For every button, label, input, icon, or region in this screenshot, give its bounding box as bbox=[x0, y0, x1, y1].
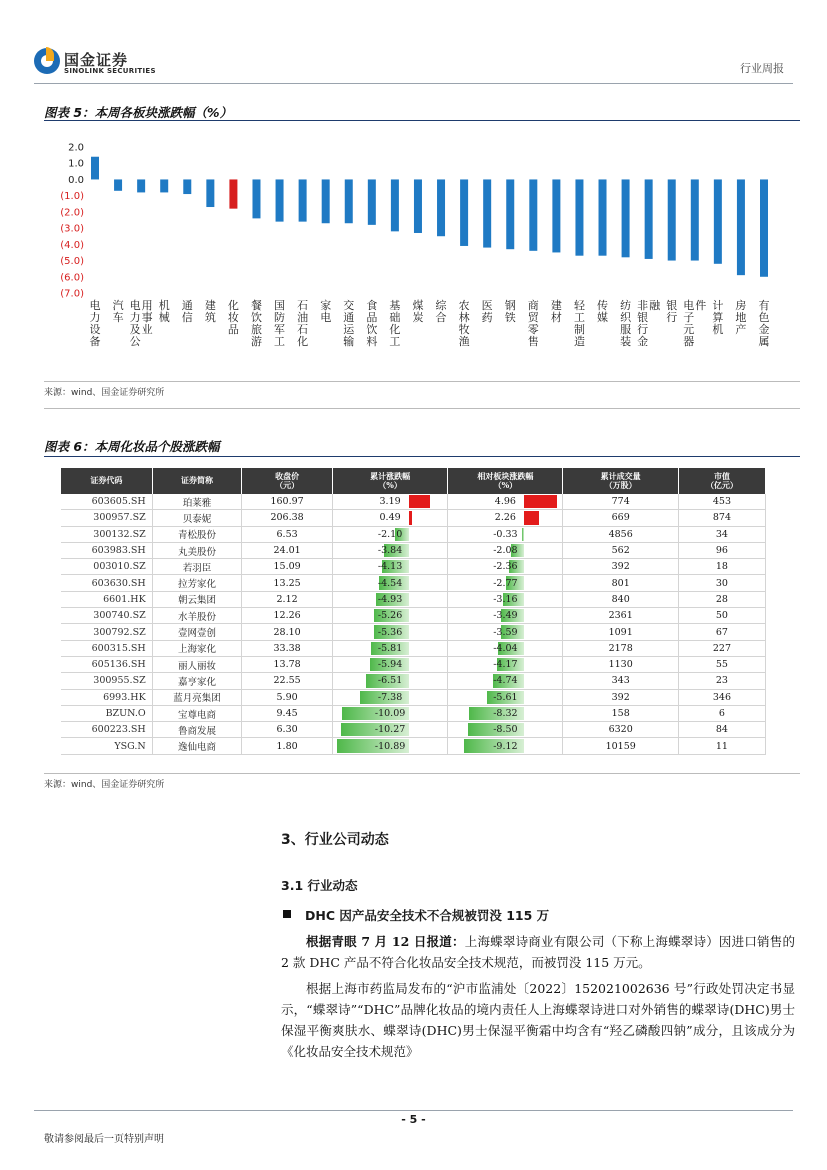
bar-13 bbox=[391, 179, 399, 231]
table-cell: 300792.SZ bbox=[61, 624, 152, 640]
bar-16 bbox=[460, 179, 468, 246]
x-tick-label: 商贸零售 bbox=[527, 299, 539, 348]
table-cell: -6.51 bbox=[332, 673, 447, 689]
table-cell: 壹网壹创 bbox=[152, 624, 242, 640]
x-tick-label: 建筑 bbox=[204, 299, 216, 324]
figure5-source: 来源：wind、国金证券研究所 bbox=[44, 388, 165, 398]
table-cell: 227 bbox=[678, 640, 765, 656]
table-cell: 若羽臣 bbox=[152, 559, 242, 575]
table-cell: 453 bbox=[678, 494, 765, 510]
bar-8 bbox=[276, 179, 284, 221]
table-cell: 嘉亨家化 bbox=[152, 673, 242, 689]
table-cell: 2361 bbox=[563, 608, 678, 624]
table-cell: 2.26 bbox=[448, 510, 563, 526]
table-cell: 67 bbox=[678, 624, 765, 640]
bar-3 bbox=[160, 179, 168, 192]
x-tick-label: 食品饮料 bbox=[366, 299, 378, 348]
table-cell: 158 bbox=[563, 705, 678, 721]
table-cell: -2.08 bbox=[448, 542, 563, 558]
bar-7 bbox=[252, 179, 260, 218]
table-cell: -5.26 bbox=[332, 608, 447, 624]
x-tick-label: 计算机 bbox=[712, 299, 724, 336]
table-cell: 801 bbox=[563, 575, 678, 591]
x-tick-label: 非银行金融 bbox=[637, 299, 661, 348]
table-cell: 3.19 bbox=[332, 494, 447, 510]
disclaimer: 敬请参阅最后一页特别声明 bbox=[44, 1134, 164, 1145]
table-cell: 11 bbox=[678, 738, 765, 754]
change-bar bbox=[409, 495, 430, 508]
table-cell: 6601.HK bbox=[61, 591, 152, 607]
table-cell: 774 bbox=[563, 494, 678, 510]
news-paragraph-2: 根据上海市药监局发布的“沪市监浦处〔2022〕152021002636 号”行政处罚决定书显示，“蝶翠诗”“DHC”品牌化妆品的境内责任人上海蝶翠诗进口对外销售的蝶翠诗(DHC)男士保湿平衡爽肤水、蝶翠诗(DHC)男士保湿平衡霜中均含有“羟乙磷酸四钠”成分，且该成分为《化妆品安全技术规范》 bbox=[281, 981, 795, 1059]
logo-text-cn: 国金证券 bbox=[64, 51, 129, 69]
bar-15 bbox=[437, 179, 445, 236]
bar-21 bbox=[575, 179, 583, 255]
table-row bbox=[61, 510, 766, 526]
figure6-source: 来源：wind、国金证券研究所 bbox=[44, 780, 165, 790]
table-row bbox=[61, 705, 766, 721]
table-cell: -4.13 bbox=[332, 559, 447, 575]
bar-4 bbox=[183, 179, 191, 194]
table-cell: -5.36 bbox=[332, 624, 447, 640]
x-tick-label: 传媒 bbox=[597, 299, 609, 324]
table-cell: 84 bbox=[678, 722, 765, 738]
table-cell: 55 bbox=[678, 656, 765, 672]
x-tick-label: 农林牧渔 bbox=[458, 299, 470, 348]
y-tick-label: (3.0) bbox=[60, 223, 84, 235]
table-cell: 34 bbox=[678, 526, 765, 542]
bar-1 bbox=[114, 179, 122, 190]
figure5-bottom-rule bbox=[44, 408, 800, 409]
figure5-title: 图表 5：本周各板块涨跌幅（%） bbox=[44, 105, 233, 120]
column-header: 证券代码 bbox=[61, 468, 152, 494]
table-cell: 24.01 bbox=[242, 542, 333, 558]
table-cell: 603983.SH bbox=[61, 542, 152, 558]
y-tick-label: 0.0 bbox=[68, 174, 84, 186]
table-cell: 4856 bbox=[563, 526, 678, 542]
table-cell: 33.38 bbox=[242, 640, 333, 656]
table-row bbox=[61, 526, 766, 542]
stock-table bbox=[61, 468, 766, 755]
table-cell: 392 bbox=[563, 559, 678, 575]
table-cell: 50 bbox=[678, 608, 765, 624]
table-cell: 15.09 bbox=[242, 559, 333, 575]
figure6-title: 图表 6：本周化妆品个股涨跌幅 bbox=[44, 439, 220, 454]
table-cell: 206.38 bbox=[242, 510, 333, 526]
y-tick-label: 2.0 bbox=[68, 142, 84, 154]
column-header: 累计成交量 （万股） bbox=[563, 468, 678, 494]
change-bar bbox=[522, 528, 524, 541]
x-tick-label: 综合 bbox=[435, 299, 447, 324]
table-cell: 562 bbox=[563, 542, 678, 558]
column-header: 收盘价 （元） bbox=[242, 468, 333, 494]
table-cell: -3.16 bbox=[448, 591, 563, 607]
table-cell: -10.89 bbox=[332, 738, 447, 754]
table-cell: 拉芳家化 bbox=[152, 575, 242, 591]
news-body-1: 上海蝶翠诗商业有限公司（下称上海蝶翠诗）因进口销售的 2 款 DHC 产品不符合化妆品安全技术规范，而被罚没 115 万元。 bbox=[281, 934, 795, 970]
x-tick-label: 钢铁 bbox=[504, 299, 516, 324]
table-cell: -4.74 bbox=[448, 673, 563, 689]
table-row bbox=[61, 608, 766, 624]
bar-0 bbox=[91, 157, 99, 180]
table-cell: 30 bbox=[678, 575, 765, 591]
y-tick-label: 1.0 bbox=[68, 158, 84, 170]
sector-change-chart bbox=[44, 121, 800, 383]
table-cell: 6.53 bbox=[242, 526, 333, 542]
x-tick-label: 石油石化 bbox=[297, 299, 309, 348]
table-cell: -8.50 bbox=[448, 722, 563, 738]
table-row bbox=[61, 542, 766, 558]
table-cell: 蓝月亮集团 bbox=[152, 689, 242, 705]
table-cell: 669 bbox=[563, 510, 678, 526]
table-row bbox=[61, 575, 766, 591]
table-cell: -0.33 bbox=[448, 526, 563, 542]
table-cell: -2.77 bbox=[448, 575, 563, 591]
page-number: - 5 - bbox=[401, 1113, 426, 1126]
bar-12 bbox=[368, 179, 376, 224]
x-tick-label: 汽车 bbox=[112, 299, 124, 324]
logo-text-en: SINOLINK SECURITIES bbox=[64, 67, 156, 75]
x-tick-label: 机械 bbox=[158, 299, 170, 324]
figure6-source-rule bbox=[44, 773, 800, 774]
table-row bbox=[61, 559, 766, 575]
table-cell: 上海家化 bbox=[152, 640, 242, 656]
table-cell: -4.17 bbox=[448, 656, 563, 672]
table-cell: 6320 bbox=[563, 722, 678, 738]
bar-26 bbox=[691, 179, 699, 260]
table-row bbox=[61, 591, 766, 607]
table-cell: 水羊股份 bbox=[152, 608, 242, 624]
table-cell: 0.49 bbox=[332, 510, 447, 526]
report-type: 行业周报 bbox=[740, 62, 784, 75]
table-cell: 2.12 bbox=[242, 591, 333, 607]
table-cell: 1130 bbox=[563, 656, 678, 672]
table-cell: 300955.SZ bbox=[61, 673, 152, 689]
table-cell: 珀莱雅 bbox=[152, 494, 242, 510]
table-cell: 青松股份 bbox=[152, 526, 242, 542]
table-cell: 鲁商发展 bbox=[152, 722, 242, 738]
table-cell: -4.04 bbox=[448, 640, 563, 656]
change-bar bbox=[524, 495, 557, 508]
table-cell: 160.97 bbox=[242, 494, 333, 510]
bar-25 bbox=[668, 179, 676, 260]
table-cell: 346 bbox=[678, 689, 765, 705]
table-cell: -5.94 bbox=[332, 656, 447, 672]
x-tick-label: 化妆品 bbox=[227, 299, 239, 336]
table-cell: 600315.SH bbox=[61, 640, 152, 656]
table-cell: 13.78 bbox=[242, 656, 333, 672]
bar-20 bbox=[552, 179, 560, 252]
news-title: DHC 因产品安全技术不合规被罚没 115 万 bbox=[305, 908, 550, 923]
table-cell: -10.09 bbox=[332, 705, 447, 721]
table-cell: 贝泰妮 bbox=[152, 510, 242, 526]
x-tick-label: 电力及公用事业 bbox=[129, 299, 153, 348]
x-tick-label: 通信 bbox=[181, 299, 193, 324]
table-cell: 6993.HK bbox=[61, 689, 152, 705]
header-divider bbox=[34, 83, 793, 84]
table-cell: 12.26 bbox=[242, 608, 333, 624]
x-tick-label: 建材 bbox=[550, 299, 562, 324]
x-tick-label: 餐饮旅游 bbox=[250, 299, 262, 348]
x-tick-label: 有色金属 bbox=[758, 299, 770, 348]
bar-27 bbox=[714, 179, 722, 263]
figure5-source-rule bbox=[44, 381, 800, 382]
news-lead: 根据青眼 7 月 12 日报道： bbox=[306, 934, 465, 949]
column-header: 市值 （亿元） bbox=[678, 468, 765, 494]
subsection-heading: 3.1 行业动态 bbox=[281, 878, 358, 893]
table-cell: -8.32 bbox=[448, 705, 563, 721]
column-header: 相对板块涨跌幅 （%） bbox=[448, 468, 563, 494]
table-cell: -4.93 bbox=[332, 591, 447, 607]
x-tick-label: 医药 bbox=[481, 299, 493, 324]
table-row bbox=[61, 640, 766, 656]
table-cell: 4.96 bbox=[448, 494, 563, 510]
table-cell: 1091 bbox=[563, 624, 678, 640]
y-tick-label: (5.0) bbox=[60, 256, 84, 268]
x-tick-label: 基础化工 bbox=[389, 299, 401, 348]
bar-24 bbox=[645, 179, 653, 258]
table-cell: 003010.SZ bbox=[61, 559, 152, 575]
x-tick-label: 纺织服装 bbox=[620, 299, 632, 348]
x-tick-label: 银行 bbox=[666, 299, 678, 324]
figure6-title-rule bbox=[44, 456, 800, 457]
table-cell: 605136.SH bbox=[61, 656, 152, 672]
table-cell: 300957.SZ bbox=[61, 510, 152, 526]
bar-10 bbox=[322, 179, 330, 223]
x-tick-label: 轻工制造 bbox=[573, 299, 585, 348]
table-cell: 603630.SH bbox=[61, 575, 152, 591]
table-header-row bbox=[61, 468, 766, 494]
change-bar bbox=[409, 511, 412, 524]
column-header: 证券简称 bbox=[152, 468, 242, 494]
bar-22 bbox=[599, 179, 607, 255]
table-cell: 丽人丽妆 bbox=[152, 656, 242, 672]
table-row bbox=[61, 624, 766, 640]
table-cell: 朝云集团 bbox=[152, 591, 242, 607]
table-cell: 343 bbox=[563, 673, 678, 689]
table-cell: 宝尊电商 bbox=[152, 705, 242, 721]
table-cell: 22.55 bbox=[242, 673, 333, 689]
table-cell: 600223.SH bbox=[61, 722, 152, 738]
x-tick-label: 交通运输 bbox=[343, 299, 355, 348]
table-cell: 逸仙电商 bbox=[152, 738, 242, 754]
y-tick-label: (7.0) bbox=[60, 288, 84, 300]
bar-2 bbox=[137, 179, 145, 192]
table-row bbox=[61, 738, 766, 754]
table-cell: -3.84 bbox=[332, 542, 447, 558]
table-cell: 9.45 bbox=[242, 705, 333, 721]
bar-18 bbox=[506, 179, 514, 249]
table-body bbox=[61, 494, 766, 754]
table-row bbox=[61, 494, 766, 510]
table-cell: 874 bbox=[678, 510, 765, 526]
table-cell: -5.81 bbox=[332, 640, 447, 656]
table-cell: 1.80 bbox=[242, 738, 333, 754]
bar-17 bbox=[483, 179, 491, 247]
y-tick-label: (2.0) bbox=[60, 207, 84, 219]
footer-divider bbox=[34, 1110, 793, 1111]
x-tick-label: 家电 bbox=[320, 299, 332, 324]
bar-11 bbox=[345, 179, 353, 223]
table-cell: 6 bbox=[678, 705, 765, 721]
table-cell: 23 bbox=[678, 673, 765, 689]
table-cell: 840 bbox=[563, 591, 678, 607]
y-tick-label: (6.0) bbox=[60, 272, 84, 284]
table-cell: BZUN.O bbox=[61, 705, 152, 721]
table-cell: 603605.SH bbox=[61, 494, 152, 510]
y-tick-label: (4.0) bbox=[60, 239, 84, 251]
table-row bbox=[61, 673, 766, 689]
table-cell: 6.30 bbox=[242, 722, 333, 738]
section-heading: 3、行业公司动态 bbox=[281, 832, 389, 848]
table-cell: 300132.SZ bbox=[61, 526, 152, 542]
table-cell: 96 bbox=[678, 542, 765, 558]
table-cell: 10159 bbox=[563, 738, 678, 754]
table-cell: 5.90 bbox=[242, 689, 333, 705]
table-cell: YSG.N bbox=[61, 738, 152, 754]
bar-23 bbox=[622, 179, 630, 257]
table-cell: 2178 bbox=[563, 640, 678, 656]
table-cell: -4.54 bbox=[332, 575, 447, 591]
table-cell: -3.49 bbox=[448, 608, 563, 624]
news-paragraph-1 bbox=[281, 931, 795, 973]
table-cell: 13.25 bbox=[242, 575, 333, 591]
bar-19 bbox=[529, 179, 537, 250]
x-tick-label: 国防军工 bbox=[274, 299, 286, 348]
table-cell: -7.38 bbox=[332, 689, 447, 705]
table-cell: 28 bbox=[678, 591, 765, 607]
bar-28 bbox=[737, 179, 745, 275]
table-row bbox=[61, 722, 766, 738]
x-tick-label: 房地产 bbox=[735, 299, 747, 336]
bar-14 bbox=[414, 179, 422, 233]
table-cell: 300740.SZ bbox=[61, 608, 152, 624]
table-cell: -9.12 bbox=[448, 738, 563, 754]
x-tick-label: 电子元器件 bbox=[683, 299, 707, 348]
table-cell: -2.10 bbox=[332, 526, 447, 542]
table-cell: 丸美股份 bbox=[152, 542, 242, 558]
bar-6 bbox=[229, 179, 237, 208]
table-row bbox=[61, 689, 766, 705]
x-tick-label: 电力设备 bbox=[89, 299, 101, 348]
table-cell: -3.59 bbox=[448, 624, 563, 640]
column-header: 累计涨跌幅 （%） bbox=[332, 468, 447, 494]
table-row bbox=[61, 656, 766, 672]
bar-29 bbox=[760, 179, 768, 276]
x-tick-label: 煤炭 bbox=[412, 299, 424, 324]
table-cell: -5.61 bbox=[448, 689, 563, 705]
bar-5 bbox=[206, 179, 214, 207]
bar-9 bbox=[299, 179, 307, 221]
table-cell: 28.10 bbox=[242, 624, 333, 640]
change-bar bbox=[524, 511, 539, 524]
table-cell: -2.36 bbox=[448, 559, 563, 575]
table-cell: -10.27 bbox=[332, 722, 447, 738]
bullet-square-icon bbox=[283, 910, 291, 918]
table-cell: 392 bbox=[563, 689, 678, 705]
table-cell: 18 bbox=[678, 559, 765, 575]
y-tick-label: (1.0) bbox=[60, 191, 84, 203]
